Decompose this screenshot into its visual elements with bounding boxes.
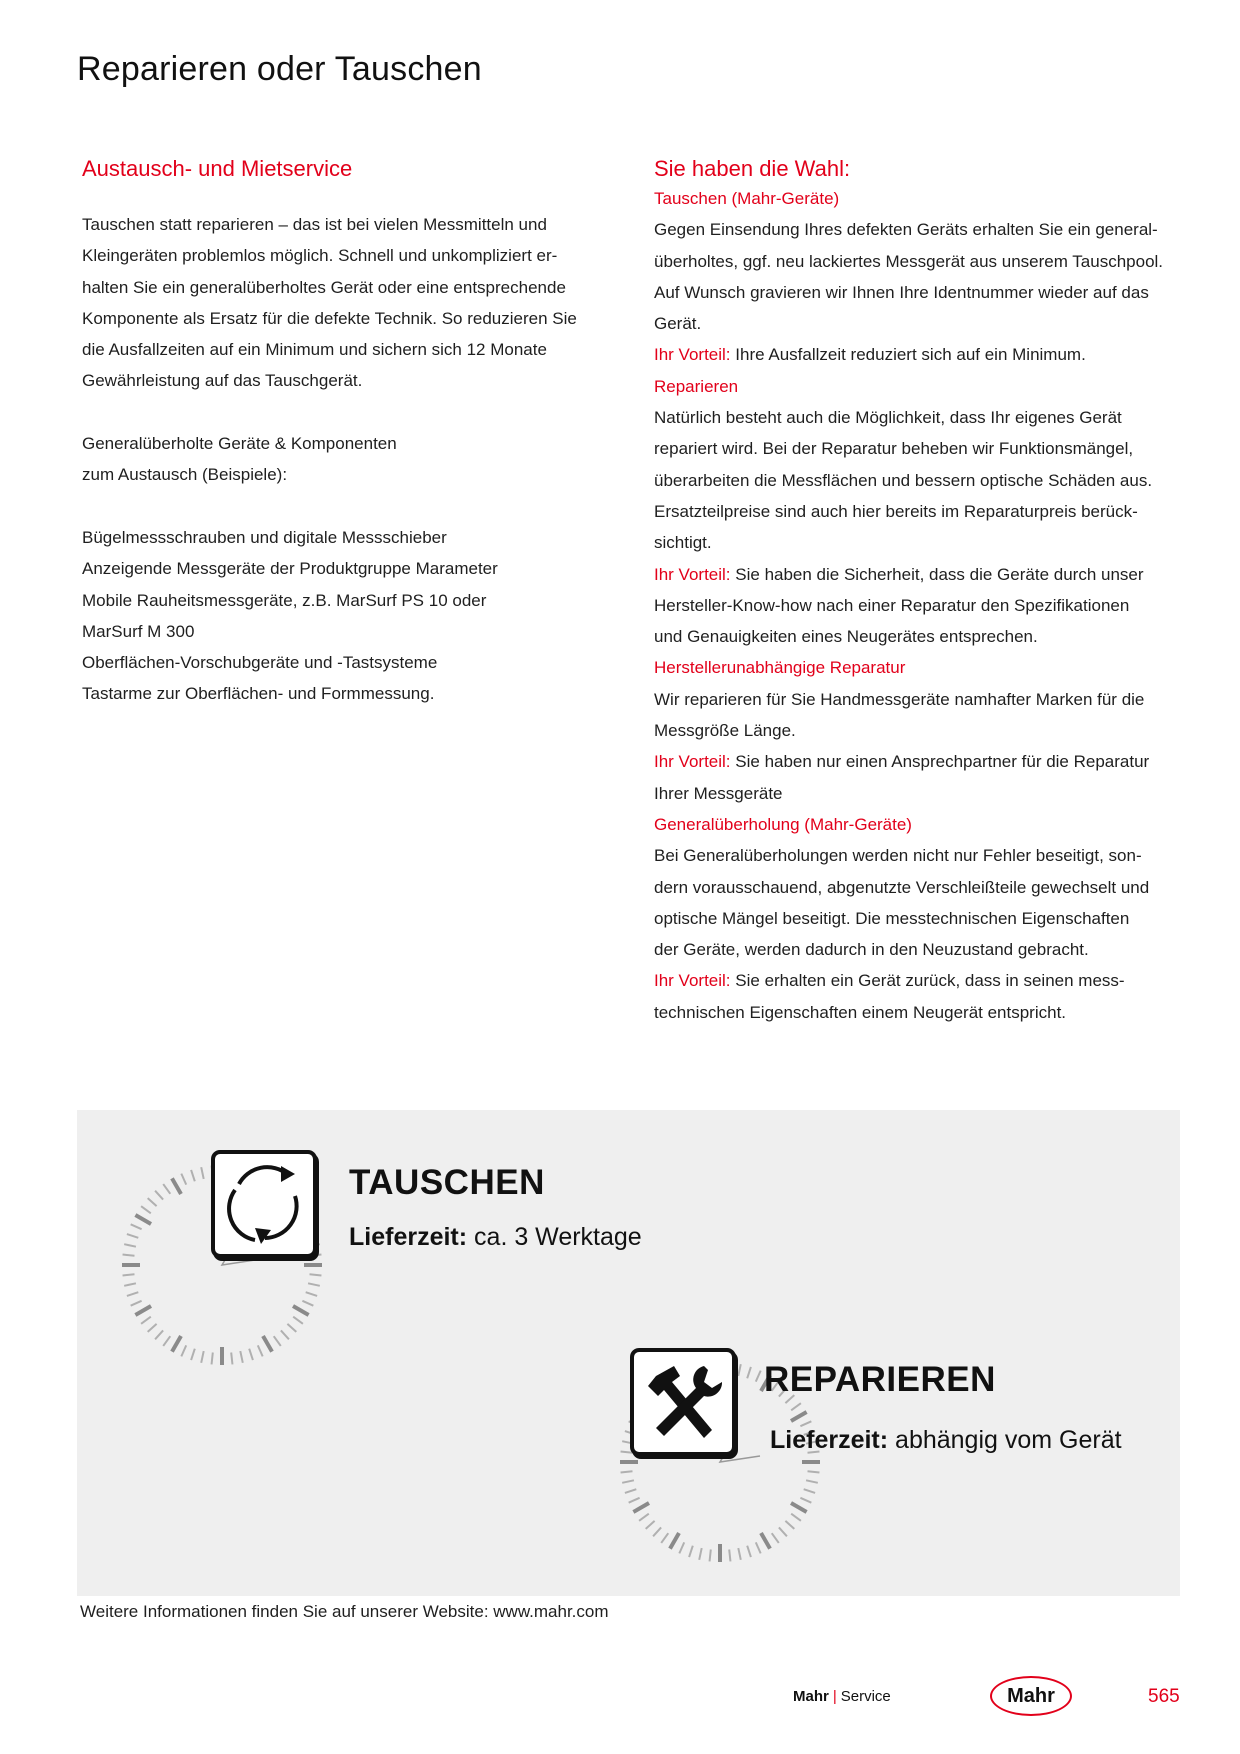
dial-tick [699, 1548, 701, 1560]
dial-tick [127, 1292, 138, 1296]
dial-tick [310, 1274, 322, 1275]
dial-tick [710, 1550, 711, 1562]
dial-tick [141, 1317, 151, 1324]
tauschen-title: TAUSCHEN [349, 1163, 545, 1202]
dial-tick [670, 1533, 679, 1549]
section-title-suffix: (Mahr-Geräte) [726, 189, 840, 208]
dial-tick [756, 1542, 761, 1553]
vorteil-text: Sie erhalten ein Gerät zurück, dass in seinen mess- [730, 971, 1125, 991]
delivery-panel [77, 1110, 1180, 1596]
tauschen-lieferzeit [349, 1223, 642, 1252]
dial-tick [240, 1351, 242, 1363]
dial-tick [191, 1170, 195, 1181]
dial-tick [806, 1480, 818, 1482]
dial-tick [274, 1336, 281, 1346]
dial-tick [201, 1351, 203, 1363]
text-line: Ihrer Messgeräte [654, 783, 783, 803]
text-line: technischen Eigenschaften einem Neugerät entspricht. [654, 1002, 1067, 1022]
text-line: Ersatzteilpreise sind auch hier bereits im Reparaturpreis berück- [654, 501, 1138, 521]
list-item: Tastarme zur Oberflächen- und Formmessung. [82, 684, 435, 704]
text-line: sichtigt. [654, 533, 712, 553]
dial-tick [622, 1480, 634, 1482]
dial-tick [155, 1191, 163, 1200]
lieferzeit-value: ca. 3 Werktage [467, 1223, 642, 1251]
dial-tick [249, 1349, 253, 1360]
dial-tick [124, 1283, 136, 1285]
text-line: Bei Generalüberholungen werden nicht nur Fehler beseitigt, son- [654, 846, 1142, 866]
text-line: überarbeiten die Messflächen und bessern optische Schäden aus. [654, 470, 1153, 490]
vorteil-label: Ihr Vorteil: [654, 564, 731, 584]
dial-tick [661, 1533, 668, 1543]
text-line: optische Mängel beseitigt. Die messtechnischen Eigenschaften [654, 908, 1130, 928]
text-line: Wir reparieren für Sie Handmessgeräte namhafter Marken für die [654, 689, 1145, 709]
text-line: zum Austausch (Beispiele): [82, 465, 288, 485]
left-list-intro [82, 428, 622, 491]
left-item-list [82, 522, 622, 710]
dial-tick [738, 1364, 740, 1376]
dial-tick [181, 1174, 186, 1185]
logo-text: Mahr [1007, 1684, 1055, 1707]
dial-tick [135, 1306, 151, 1315]
dial-tick [306, 1292, 317, 1296]
dial-tick [747, 1546, 751, 1557]
dial-tick [141, 1206, 151, 1213]
reparieren-title: REPARIEREN [764, 1360, 996, 1399]
text-line: Hersteller-Know-how nach einer Reparatur den Spezifikationen [654, 595, 1130, 615]
text-line: überholtes, ggf. neu lackiertes Messgerät aus unserem Tauschpool. [654, 251, 1164, 271]
dial-tick [791, 1412, 807, 1421]
text-line: Komponente als Ersatz für die defekte Technik. So reduzieren Sie [82, 308, 577, 328]
dial-tick [761, 1533, 770, 1549]
list-item: MarSurf M 300 [82, 621, 195, 641]
dial-tick [772, 1533, 779, 1543]
dial-tick [621, 1471, 633, 1472]
dial-tick [131, 1301, 142, 1306]
dial-tick [779, 1527, 787, 1536]
hammer-wrench-icon [630, 1348, 736, 1456]
dial-tick [123, 1274, 135, 1275]
dial-tick [135, 1215, 151, 1224]
footer-brand: Mahr [793, 1688, 829, 1705]
dial-tick [653, 1527, 661, 1536]
dial-tick [201, 1167, 203, 1179]
section-title-suffix: (Mahr-Geräte) [799, 814, 912, 834]
text-line: Kleingeräten problemlos möglich. Schnell und unkompliziert er- [82, 246, 558, 266]
dial-tick [800, 1498, 811, 1503]
text-line: Tauschen statt reparieren – das ist bei vielen Messmitteln und [82, 215, 547, 234]
right-heading: Sie haben die Wahl: [654, 156, 851, 181]
list-item: Oberflächen-Vorschubgeräte und -Tastsysteme [82, 653, 438, 673]
text-line: Natürlich besteht auch die Möglichkeit, dass Ihr eigenes Gerät [654, 408, 1122, 428]
dial-tick [163, 1336, 170, 1346]
right-column [654, 155, 1199, 1028]
text-line: Gewährleistung auf das Tauschgerät. [82, 371, 363, 391]
dial-tick [625, 1489, 636, 1493]
text-line: Gegen Einsendung Ihres defekten Geräts erhalten Sie ein general- [654, 220, 1158, 240]
text-line: halten Sie ein generalüberholtes Gerät oder eine entsprechende [82, 277, 566, 297]
vorteil-label: Ihr Vorteil: [654, 345, 731, 365]
dial-tick [155, 1330, 163, 1339]
section-title: Tauschen [654, 189, 727, 208]
dial-tick [127, 1234, 138, 1238]
page-title: Reparieren oder Tauschen [77, 50, 482, 88]
text-line: Messgröße Länge. [654, 721, 796, 741]
dial-tick [679, 1542, 684, 1553]
lieferzeit-label: Lieferzeit: [770, 1426, 889, 1454]
dial-tick [293, 1317, 303, 1324]
dial-tick [181, 1345, 186, 1356]
text-line: Generalüberholte Geräte & Komponenten [82, 434, 397, 454]
section-title: Generalüberholung [654, 814, 800, 834]
dial-tick [212, 1353, 213, 1365]
vorteil-label: Ihr Vorteil: [654, 971, 731, 991]
text-line: Auf Wunsch gravieren wir Ihnen Ihre Identnummer wieder auf das [654, 282, 1149, 302]
text-line: der Geräte, werden dadurch in den Neuzustand gebracht. [654, 940, 1089, 960]
dial-tick [791, 1403, 801, 1410]
dial-tick [172, 1178, 181, 1194]
dial-tick [131, 1224, 142, 1229]
dial-tick [302, 1301, 313, 1306]
exchange-arrows-icon [211, 1150, 317, 1258]
dial-tick [633, 1503, 649, 1512]
footer-section: Service [840, 1688, 891, 1705]
dial-tick [629, 1498, 640, 1503]
dial-tick [791, 1514, 801, 1521]
footer-brand-line [793, 1688, 891, 1705]
dial-tick [729, 1550, 730, 1562]
dial-tick [148, 1198, 157, 1206]
dial-tick [191, 1349, 195, 1360]
text-line: dern vorausschauend, abgenutzte Verschleißteile gewechselt und [654, 877, 1150, 897]
dial-tick [293, 1306, 309, 1315]
dial-tick [791, 1503, 807, 1512]
footer-separator: | [832, 1688, 837, 1705]
dial-tick [808, 1471, 820, 1472]
vorteil-text: Ihre Ausfallzeit reduziert sich auf ein Minimum. [730, 345, 1086, 365]
dial-tick [287, 1324, 296, 1332]
dial-tick [747, 1367, 751, 1378]
vorteil-text: Sie haben die Sicherheit, dass die Geräte durch unser [730, 564, 1144, 584]
dial-tick [689, 1546, 693, 1557]
text-line: die Ausfallzeiten auf ein Minimum und sichern sich 12 Monate [82, 340, 547, 360]
dial-tick [231, 1353, 232, 1365]
section-reparieren [654, 371, 1199, 653]
vorteil-label: Ihr Vorteil: [654, 752, 731, 772]
website-note: Weitere Informationen finden Sie auf unserer Website: www.mahr.com [80, 1602, 609, 1621]
list-item: Bügelmessschrauben und digitale Messschieber [82, 527, 447, 547]
mahr-logo [990, 1676, 1072, 1716]
dial-tick [148, 1324, 157, 1332]
reparieren-lieferzeit [770, 1426, 1122, 1455]
section-herstellerunabhaengig [654, 652, 1199, 808]
lieferzeit-label: Lieferzeit: [349, 1223, 468, 1251]
left-heading: Austausch- und Mietservice [82, 156, 353, 181]
text-line: repariert wird. Bei der Reparatur beheben wir Funktionsmängel, [654, 439, 1134, 459]
section-tauschen [654, 183, 1199, 371]
dial-tick [804, 1489, 815, 1493]
dial-tick [756, 1371, 761, 1382]
left-intro [82, 209, 622, 397]
list-item: Mobile Rauheitsmessgeräte, z.B. MarSurf PS 10 oder [82, 590, 487, 610]
vorteil-text: Sie haben nur einen Ansprechpartner für die Reparatur [730, 752, 1150, 772]
dial-tick [738, 1548, 740, 1560]
dial-tick [123, 1255, 135, 1256]
left-column [82, 155, 622, 710]
lieferzeit-value: abhängig vom Gerät [888, 1426, 1122, 1454]
section-generalueberholung [654, 809, 1199, 1028]
dial-tick [263, 1336, 272, 1352]
text-line: und Genauigkeiten eines Neugerätes entsprechen. [654, 627, 1038, 647]
list-item: Anzeigende Messgeräte der Produktgruppe Marameter [82, 559, 498, 579]
dial-tick [785, 1521, 794, 1529]
page-number: 565 [1148, 1686, 1180, 1707]
dial-tick [281, 1330, 289, 1339]
dial-tick [124, 1244, 136, 1246]
dial-tick [646, 1521, 655, 1529]
dial-tick [639, 1514, 649, 1521]
dial-tick [258, 1345, 263, 1356]
section-title: Reparieren [654, 376, 739, 396]
dial-tick [172, 1336, 181, 1352]
dial-tick [308, 1283, 320, 1285]
section-title: Herstellerunabhängige Reparatur [654, 658, 906, 678]
dial-tick [163, 1184, 170, 1194]
text-line: Gerät. [654, 314, 702, 334]
